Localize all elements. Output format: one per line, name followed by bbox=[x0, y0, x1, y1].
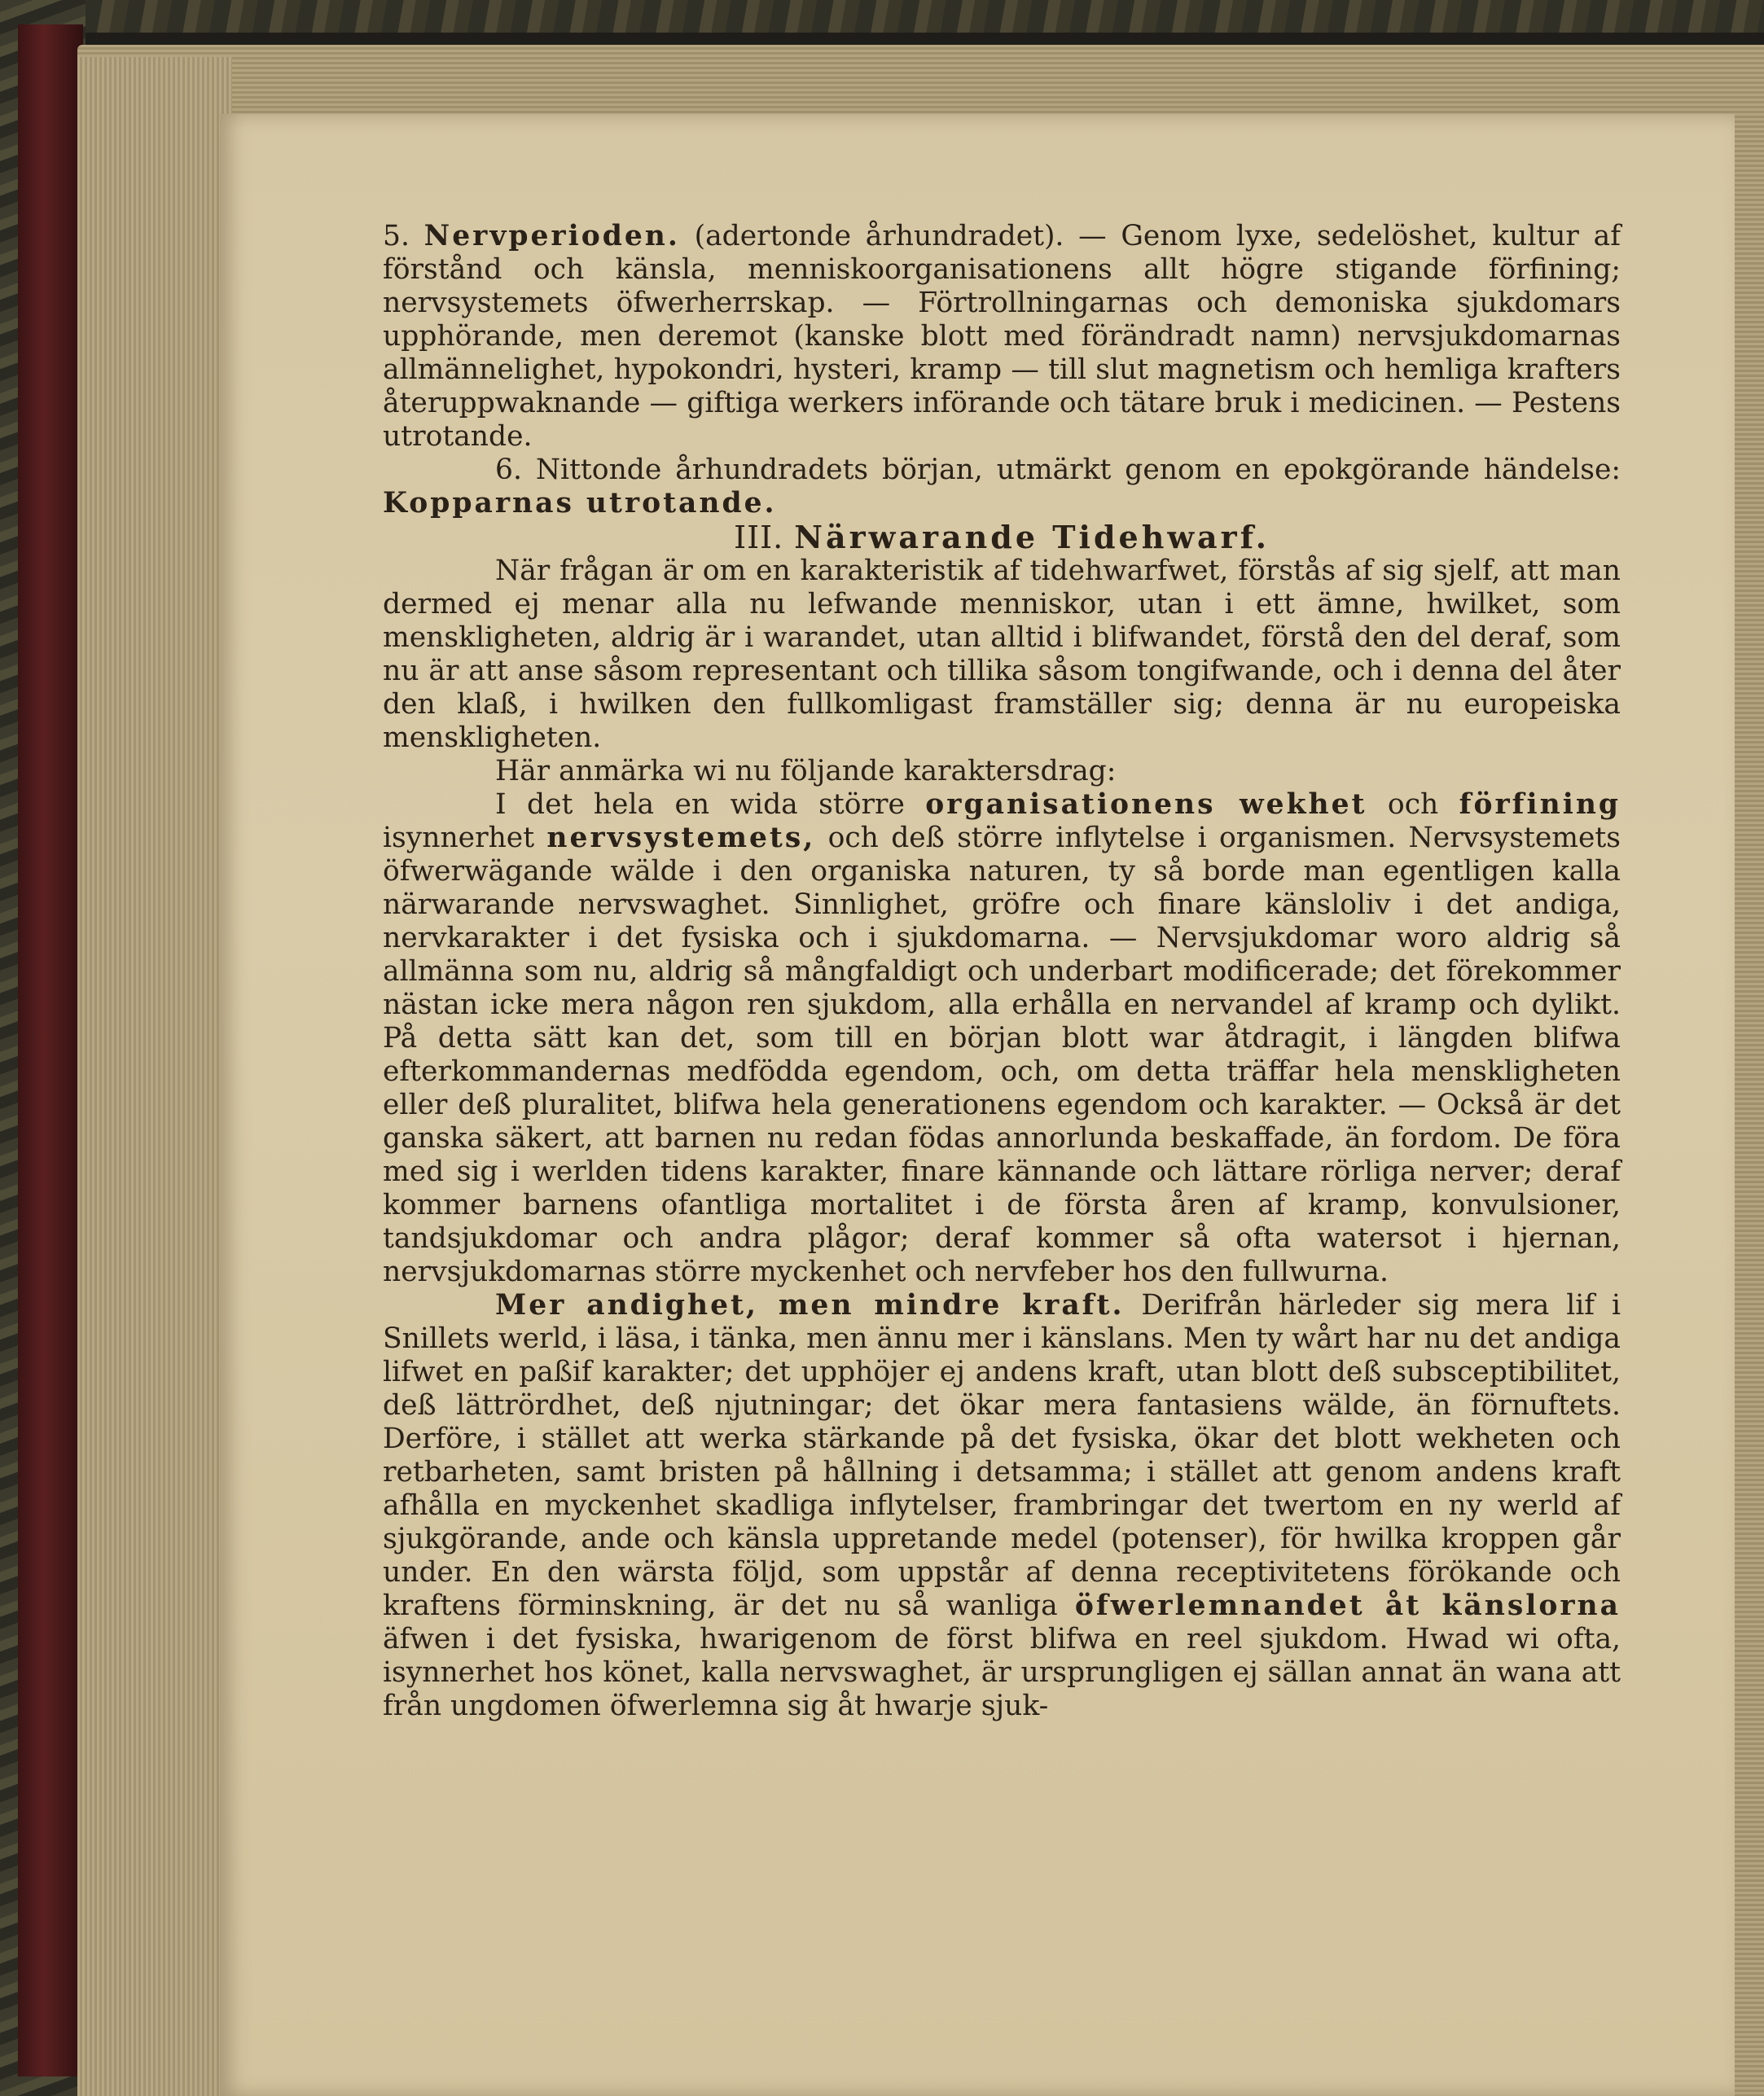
section-6-text: Nittonde århundradets början, utmärkt genom en epokgörande händelse: bbox=[535, 454, 1621, 486]
paragraph-1: När frågan är om en karakteristik af tidehwarfwet, förstås af sig sjelf, att man dermed ej menar alla nu lefwande menniskor, utan i ett ämne, hwilket, som menskligheten, aldrig är i warandet, utan alltid i blifwandet, förstå den del deraf, som nu är att anse såsom representant och tillika såsom tongifwande, och i denna del åter den klaß, i hwilken den fullkomligast framställer sig; denna är nu europeiska menskligheten. bbox=[383, 555, 1621, 754]
heading-numeral: III. bbox=[734, 520, 784, 555]
p3-emphasis-3: nervsystemets, bbox=[546, 822, 816, 854]
page-edges-left bbox=[77, 57, 232, 2096]
p4-text-2: äfwen i det fysiska, hwarigenom de först blifwa en reel sjukdom. Hwad wi ofta, isynnerhet hos könet, kalla nervswaghet, är ursprungligen ej sällan annat än wana att från ungdomen öfwerlemna sig åt hwarje sjuk- bbox=[383, 1623, 1621, 1722]
section-5 bbox=[383, 220, 1621, 454]
book-cover-top bbox=[0, 0, 1764, 33]
p3-emphasis-2: förfining bbox=[1459, 788, 1621, 821]
p4-text-1: Derifrån härleder sig mera lif i Snillets werld, i läsa, i tänka, men ännu mer i känslans. Men ty wårt har nu det andiga lifwet en paßif karakter; det upphöjer ej andens kraft, utan blott deß subsceptibilitet, deß lättrördhet, deß njutningar; det ökar mera fantasiens wälde, än förnuftets. Derföre, i stället att werka stärkande på det fysiska, ökar det blott wekheten och retbarheten, samt bristen på hållning i detsamma; i stället att genom andens kraft afhålla en myckenhet skadliga inflytelser, frambringar det twertom en ny werld af sjukgörande, ande och känsla uppretande medel (potenser), för hwilka kroppen går under. En den wärsta följd, som uppstår af denna receptivitetens förökande och kraftens förminskning, är det nu så wanliga bbox=[383, 1289, 1621, 1622]
paragraph-3 bbox=[383, 788, 1621, 1289]
book-spine bbox=[18, 24, 83, 2076]
paragraph-2: Här anmärka wi nu följande karaktersdrag: bbox=[495, 755, 1117, 787]
heading-title: Närwarande Tidehwarf. bbox=[794, 519, 1270, 555]
p4-emphasis-1: Mer andighet, men mindre kraft. bbox=[495, 1289, 1125, 1322]
p3-emphasis-1: organisationens wekhet bbox=[925, 788, 1367, 821]
section-6-number: 6. bbox=[495, 454, 522, 486]
section-heading bbox=[383, 520, 1621, 555]
p3-text-1: I det hela en wida större bbox=[495, 788, 905, 821]
section-6 bbox=[383, 454, 1621, 520]
p4-emphasis-2: öfwerlemnandet åt känslorna bbox=[1074, 1590, 1621, 1622]
section-5-title: Nervperioden. bbox=[423, 220, 680, 252]
section-6-emphasis: Kopparnas utrotande. bbox=[383, 487, 777, 520]
paragraph-4 bbox=[383, 1289, 1621, 1723]
section-5-number: 5. bbox=[383, 220, 410, 252]
p3-text-3: isynnerhet bbox=[383, 822, 535, 854]
page-text bbox=[383, 220, 1621, 1723]
p3-text-4: och deß större inflytelse i organismen. Nervsystemets öfwerwägande wälde i den organiska naturen, ty så borde man egentligen kalla närwarande nervswaghet. Sinnlighet, gröfre och finare känsloliv i det andiga, nervkarakter i det fysiska och i sjukdomarna. — Nervsjukdomar woro aldrig så allmänna som nu, aldrig så mångfaldigt och underbart modificerade; det förekommer nästan icke mera någon ren sjukdom, alla erhålla en nervandel af kramp och dylikt. På detta sätt kan det, som till en början blott war åtdragit, i längden blifwa efterkommandernas medfödda egendom, och, om detta träffar hela menskligheten eller deß pluralitet, blifwa hela generationens egendom och karakter. — Också är det ganska säkert, att barnen nu redan födas annorlunda beskaffade, än fordom. De föra med sig i werlden tidens karakter, finare kännande och lättare rörliga nerver; deraf kommer barnens ofantliga mortalitet i de första åren af kramp, konvulsioner, tandsjukdomar och andra plågor; deraf kommer så ofta watersot i hjernan, nervsjukdomarnas större myckenhet och nervfeber hos den fullwurna. bbox=[383, 822, 1621, 1288]
p3-text-2: och bbox=[1387, 788, 1439, 821]
section-5-text: (adertonde århundradet). — Genom lyxe, sedelöshet, kultur af förstånd och känsla, menniskoorganisationens allt högre stigande förfining; nervsystemets öfwerherrskap. — Förtrollningarnas och demoniska sjukdomars upphörande, men deremot (kanske blott med förändradt namn) nervsjukdomarnas allmännelighet, hypokondri, hysteri, kramp — till slut magnetism och hemliga krafters återuppwaknande — giftiga werkers införande och tätare bruk i medicinen. — Pestens utrotande. bbox=[383, 220, 1621, 453]
